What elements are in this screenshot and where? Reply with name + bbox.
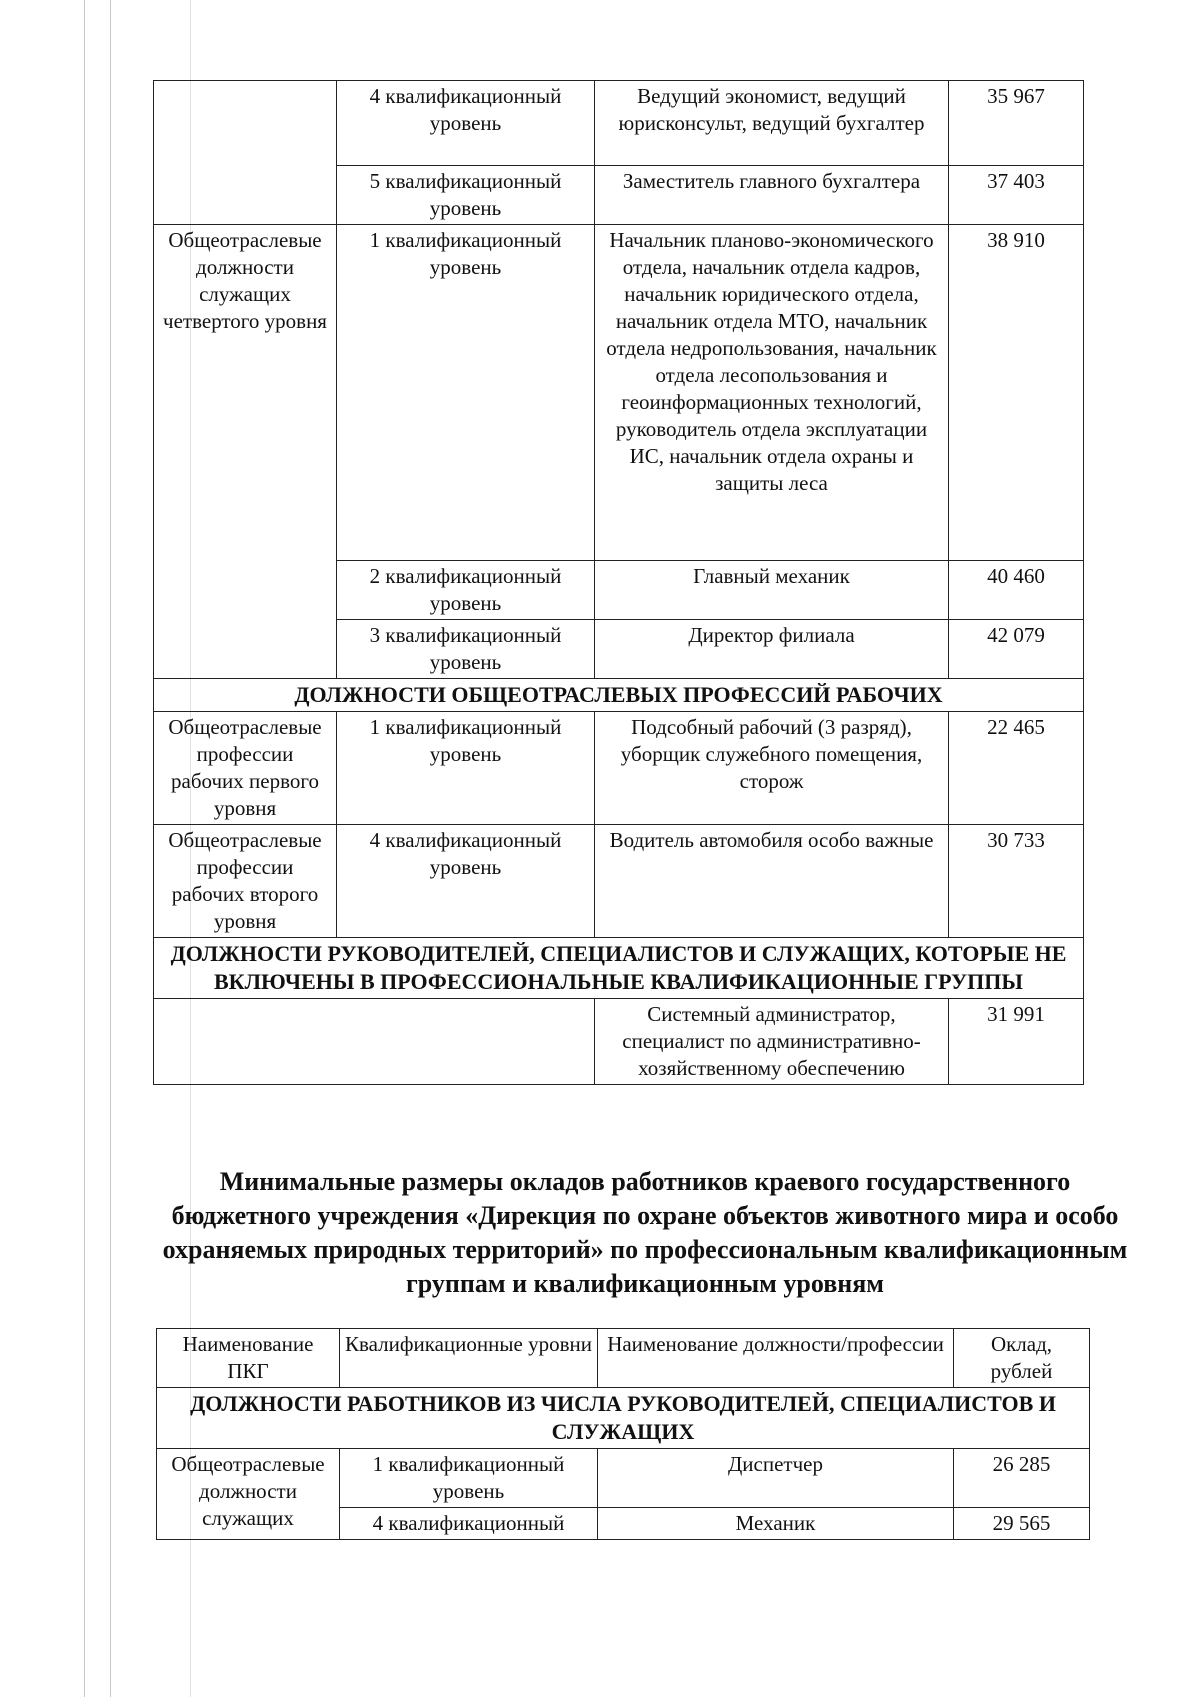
document-title: Минимальные размеры окладов работников краевого государственного бюджетного учреждения «Дирекция по охране объектов животного мира и особо охраняемых природных территорий» по профессиональным квалификационным группам и квалификационным уровням bbox=[162, 1167, 1128, 1298]
salary-cell: 37 403 bbox=[949, 166, 1084, 225]
salary-cell: 22 465 bbox=[949, 712, 1084, 825]
salary-cell: 35 967 bbox=[949, 81, 1084, 166]
position-cell: Главный механик bbox=[595, 561, 949, 620]
salary-cell: 30 733 bbox=[949, 825, 1084, 938]
level-cell: 5 квалификационный уровень bbox=[337, 166, 595, 225]
scan-edge-line bbox=[84, 0, 85, 1697]
column-header: Оклад, рублей bbox=[954, 1329, 1090, 1388]
table-row bbox=[154, 825, 1084, 938]
scan-edge-line bbox=[110, 0, 111, 1697]
column-header: Наименование ПКГ bbox=[157, 1329, 340, 1388]
section-heading: ДОЛЖНОСТИ ОБЩЕОТРАСЛЕВЫХ ПРОФЕССИЙ РАБОЧИХ bbox=[154, 679, 1084, 712]
salary-cell: 38 910 bbox=[949, 225, 1084, 561]
salary-table bbox=[156, 1328, 1090, 1540]
section-heading: ДОЛЖНОСТИ РУКОВОДИТЕЛЕЙ, СПЕЦИАЛИСТОВ И СЛУЖАЩИХ, КОТОРЫЕ НЕ ВКЛЮЧЕНЫ В ПРОФЕССИОНАЛЬНЫЕ КВАЛИФИКАЦИОННЫЕ ГРУППЫ bbox=[154, 938, 1084, 999]
group-name-cell: Общеотраслевые должности служащих четвертого уровня bbox=[154, 225, 337, 679]
position-cell: Подсобный рабочий (3 разряд), уборщик служебного помещения, сторож bbox=[595, 712, 949, 825]
table-row bbox=[154, 81, 1084, 166]
column-header: Квалификационные уровни bbox=[340, 1329, 598, 1388]
column-header: Наименование должности/профессии bbox=[598, 1329, 954, 1388]
level-cell: 2 квалификационный уровень bbox=[337, 561, 595, 620]
salary-cell: 31 991 bbox=[949, 999, 1084, 1085]
position-cell: Директор филиала bbox=[595, 620, 949, 679]
table-row bbox=[154, 999, 1084, 1085]
position-cell: Системный администратор, специалист по административно-хозяйственному обеспечению bbox=[595, 999, 949, 1085]
group-name-cell bbox=[154, 999, 595, 1085]
level-cell: 1 квалификационный уровень bbox=[337, 712, 595, 825]
salary-table-continued bbox=[153, 80, 1084, 1085]
salary-cell: 26 285 bbox=[954, 1449, 1090, 1508]
section-row bbox=[154, 938, 1084, 999]
group-name-cell: Общеотраслевые должности служащих bbox=[157, 1449, 340, 1540]
salary-cell: 40 460 bbox=[949, 561, 1084, 620]
position-cell: Заместитель главного бухгалтера bbox=[595, 166, 949, 225]
level-cell: 1 квалификационный уровень bbox=[337, 225, 595, 561]
position-cell: Механик bbox=[598, 1508, 954, 1540]
group-name-cell: Общеотраслевые профессии рабочих первого уровня bbox=[154, 712, 337, 825]
section-row bbox=[157, 1388, 1090, 1449]
table-row bbox=[157, 1449, 1090, 1508]
salary-cell: 42 079 bbox=[949, 620, 1084, 679]
table-row bbox=[154, 712, 1084, 825]
position-cell: Начальник планово-экономического отдела, начальник отдела кадров, начальник юридического отдела, начальник отдела МТО, начальник отдела недропользования, начальник отдела лесопользования и геоинформационных технологий, руководитель отдела эксплуатации ИС, начальник отдела охраны и защиты леса bbox=[595, 225, 949, 561]
position-cell: Диспетчер bbox=[598, 1449, 954, 1508]
level-cell: 4 квалификационный bbox=[340, 1508, 598, 1540]
header-row bbox=[157, 1329, 1090, 1388]
position-cell: Водитель автомобиля особо важные bbox=[595, 825, 949, 938]
level-cell: 4 квалификационный уровень bbox=[337, 81, 595, 166]
position-cell: Ведущий экономист, ведущий юрисконсульт, ведущий бухгалтер bbox=[595, 81, 949, 166]
level-cell: 1 квалификационный уровень bbox=[340, 1449, 598, 1508]
section-row bbox=[154, 679, 1084, 712]
level-cell: 4 квалификационный уровень bbox=[337, 825, 595, 938]
level-cell: 3 квалификационный уровень bbox=[337, 620, 595, 679]
group-name-cell bbox=[154, 81, 337, 225]
salary-cell: 29 565 bbox=[954, 1508, 1090, 1540]
table-row bbox=[154, 225, 1084, 561]
section-heading: ДОЛЖНОСТИ РАБОТНИКОВ ИЗ ЧИСЛА РУКОВОДИТЕЛЕЙ, СПЕЦИАЛИСТОВ И СЛУЖАЩИХ bbox=[157, 1388, 1090, 1449]
group-name-cell: Общеотраслевые профессии рабочих второго уровня bbox=[154, 825, 337, 938]
